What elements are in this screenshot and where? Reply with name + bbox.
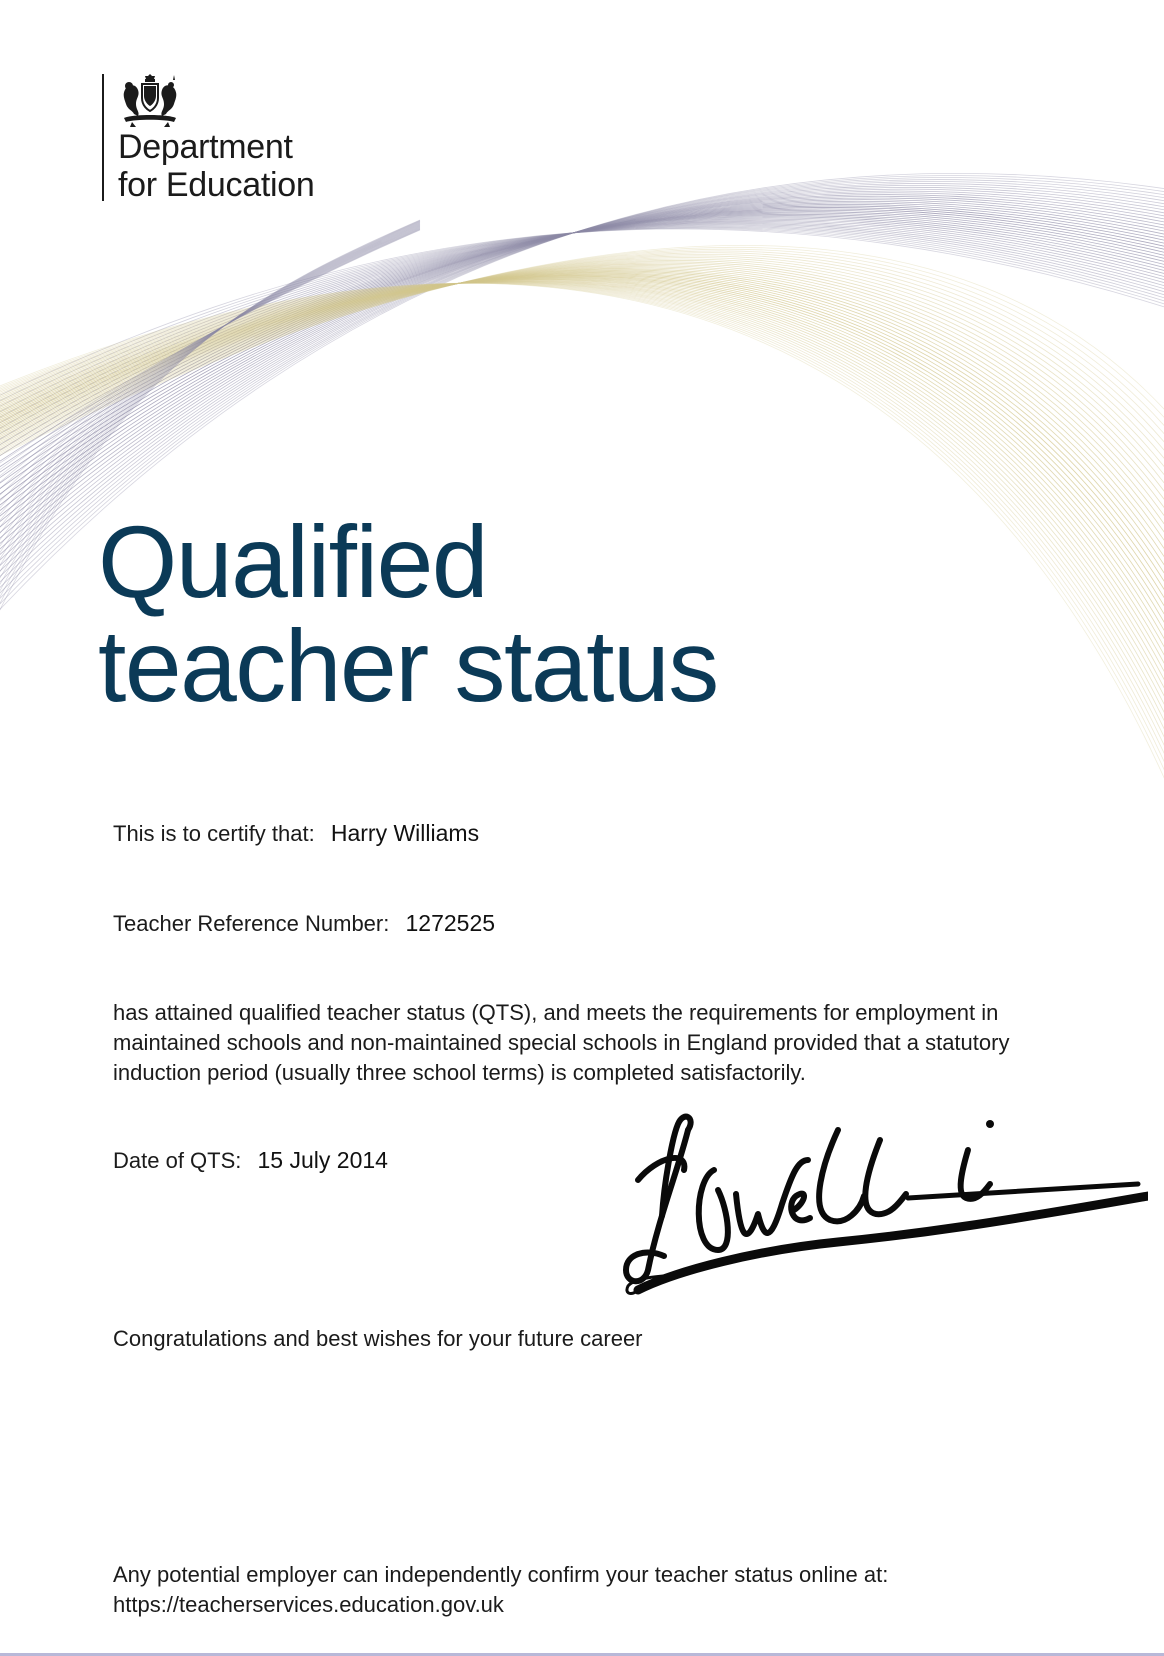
royal-coat-of-arms-icon (118, 74, 182, 128)
qts-date-value: 15 July 2014 (257, 1147, 388, 1173)
verification-footer (113, 1560, 888, 1620)
statement-line-3: induction period (usually three school terms) is completed satisfactorily. (113, 1060, 806, 1085)
recipient-name: Harry Williams (330, 820, 480, 846)
title-line-2: teacher status (98, 609, 718, 723)
signature-icon (618, 1110, 1148, 1310)
qts-date-label: Date of QTS: (113, 1148, 242, 1173)
department-logo (102, 74, 315, 204)
trn-row (113, 908, 495, 939)
title-line-1: Qualified (98, 505, 488, 619)
verification-url[interactable]: https://teacherservices.education.gov.uk (113, 1592, 504, 1617)
certify-label: This is to certify that: (113, 821, 315, 846)
trn-value: 1272525 (405, 910, 496, 936)
footer-line-1: Any potential employer can independently confirm your teacher status online at: (113, 1562, 889, 1587)
statement-line-1: has attained qualified teacher status (QTS), and meets the requirements for employment in (113, 1000, 999, 1025)
org-name-line-2: for Education (118, 166, 315, 204)
congratulations-text: Congratulations and best wishes for your future career (113, 1326, 643, 1351)
org-name-line-1: Department (118, 128, 293, 166)
qualification-statement (113, 998, 1073, 1088)
certificate-title (98, 505, 718, 723)
qts-date-row (113, 1145, 388, 1176)
trn-label: Teacher Reference Number: (113, 911, 390, 936)
certify-row (113, 818, 479, 849)
statement-line-2: maintained schools and non-maintained special schools in England provided that a statutory (113, 1030, 1010, 1055)
